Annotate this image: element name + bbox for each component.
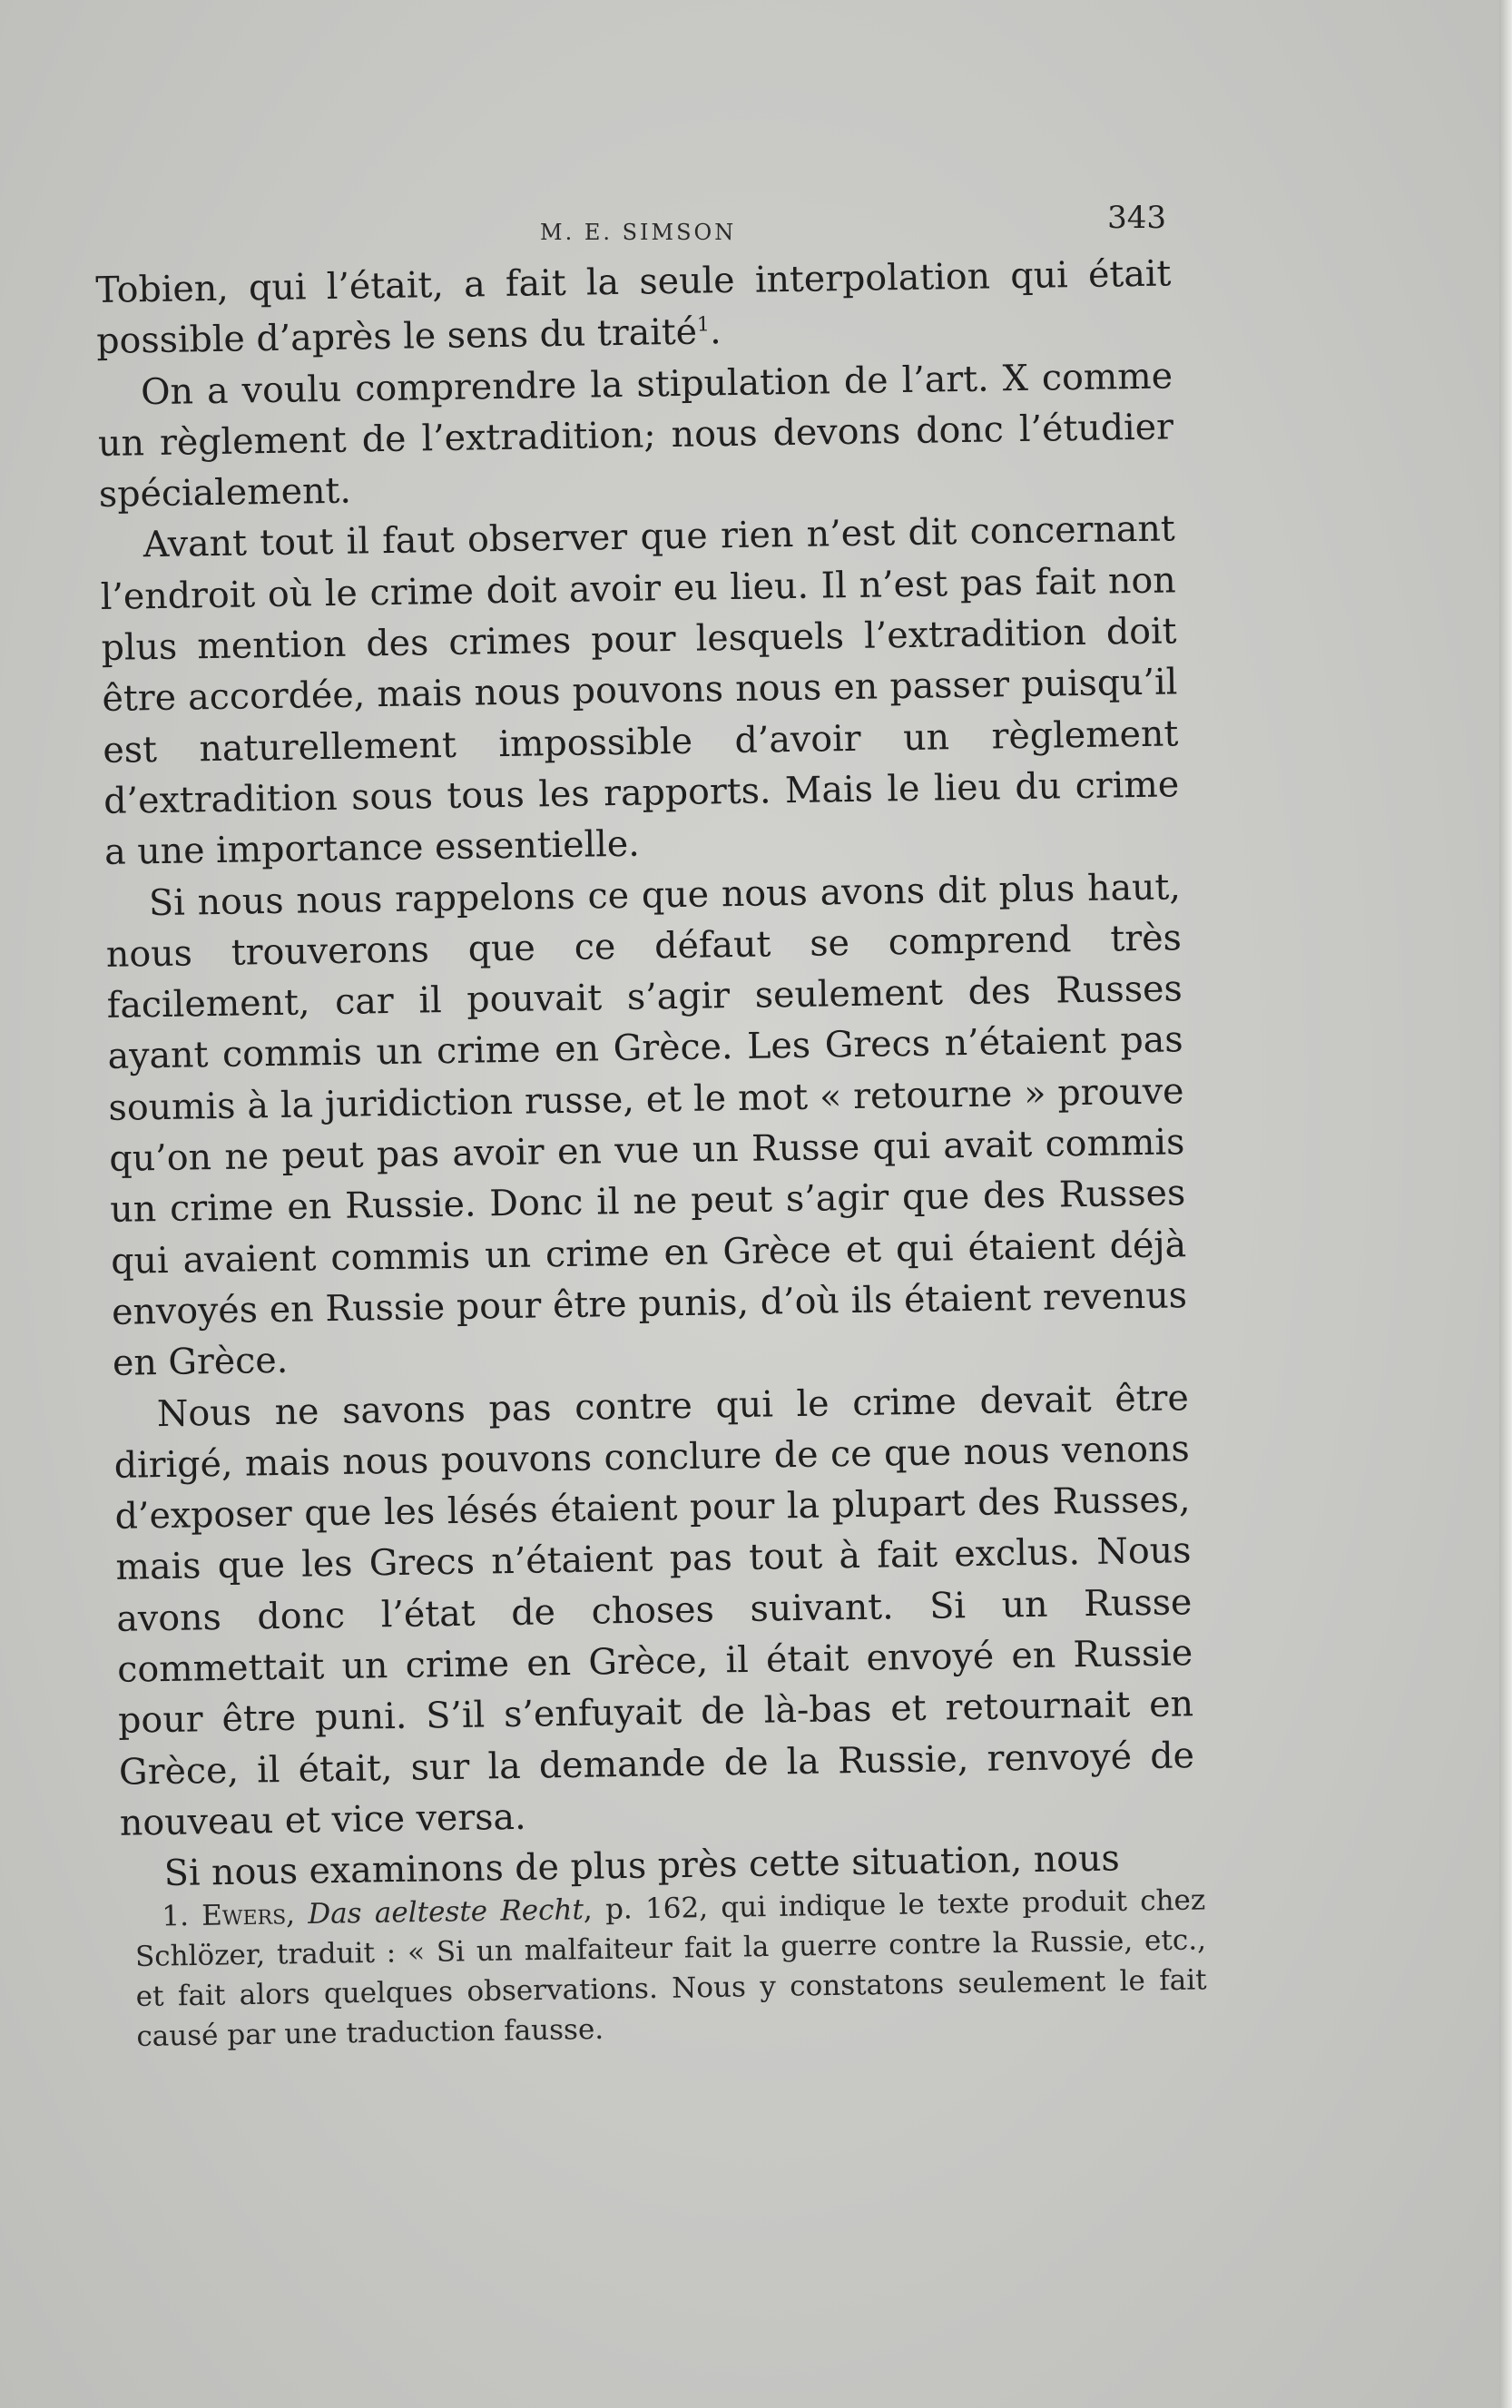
paragraph-5: Nous ne savons pas contre qui le crime devait être dirigé, mais nous pouvons conclure de ce que nous venons d’exposer que les lésés étaient pour la plupart des Russes, mais que les Grecs n’étaient pas tout à fait exclus. Nous avons donc l’état de choses suivant. Si un Russe commettait un crime en Grèce, il était envoyé en Russie pour être puni. S’il s’enfuyait de là-bas et retournait en Grèce, il était, sur la demande de la Russie, renvoyé de nouveau et vice versa. — [113, 1376, 1195, 1844]
footnote-text: , p. 162, qui indique le texte produit chez Schlözer, traduit : « Si un malfaiteur fait la guerre contre la Russie, etc., et fait alors quelques observations. Nous y constatons seulement le fait causé par une traduction fausse. — [134, 1883, 1207, 2053]
footnote-1: 1. Ewers, Das aelteste Recht, p. 162, qui indique le texte produit chez Schlözer, traduit : « Si un malfaiteur fait la guerre contre la Russie, etc., et fait alors quelques observations. Nous y constatons seulement le fait causé par une traduction fausse. — [134, 1883, 1207, 2053]
paragraph-6: Si nous examinons de plus près cette situation, nous — [163, 1837, 1121, 1895]
paragraph-4: Si nous nous rappelons ce que nous avons dit plus haut, nous trouverons que ce défaut se comprend très facilement, car il pouvait s’agir seulement des Russes ayant commis un crime en Grèce. Les Grecs n’étaient pas soumis à la juridiction russe, et le mot « retourne » prouve qu’on ne peut pas avoir en vue un Russe qui avait commis un crime en Russie. Donc il ne peut s’agir que des Russes qui avaient commis un crime en Grèce et qui étaient déjà envoyés en Russie pour être punis, d’où ils étaient revenus en Grèce. — [105, 865, 1188, 1385]
footnote-marker: 1 — [696, 313, 711, 337]
footnote-author: Ewers — [201, 1898, 287, 1932]
page-header — [95, 198, 1166, 252]
running-head: M. E. SIMSON — [540, 220, 737, 245]
footnote-work-title: Das aelteste Recht — [308, 1893, 584, 1931]
footnote-number: 1. — [162, 1900, 190, 1933]
body-text — [95, 248, 1196, 1900]
paragraph-2: On a voulu comprendre la stipulation de l’art. X comme un règlement de l’extradition; nous devons donc l’étudier spécialement. — [97, 354, 1174, 516]
page-edge — [1499, 0, 1512, 2408]
paragraph-3: Avant tout il faut observer que rien n’est dit concernant l’endroit où le crime doit avoir eu lieu. Il n’est pas fait non plus mention des crimes pour lesquels l’extradition doit être accordée, mais nous pouvons nous en passer puisqu’il est naturellement impossible d’avoir un règlement d’extradition sous tous les rapports. Mais le lieu du crime a une importance essentielle. — [100, 507, 1180, 874]
footnotes — [134, 1880, 1208, 2057]
page-number: 343 — [1107, 200, 1166, 236]
paragraph-1: Tobien, qui l’était, a fait la seule interpolation qui était possible d’après le sens du traité$^1$. — [95, 252, 1172, 363]
